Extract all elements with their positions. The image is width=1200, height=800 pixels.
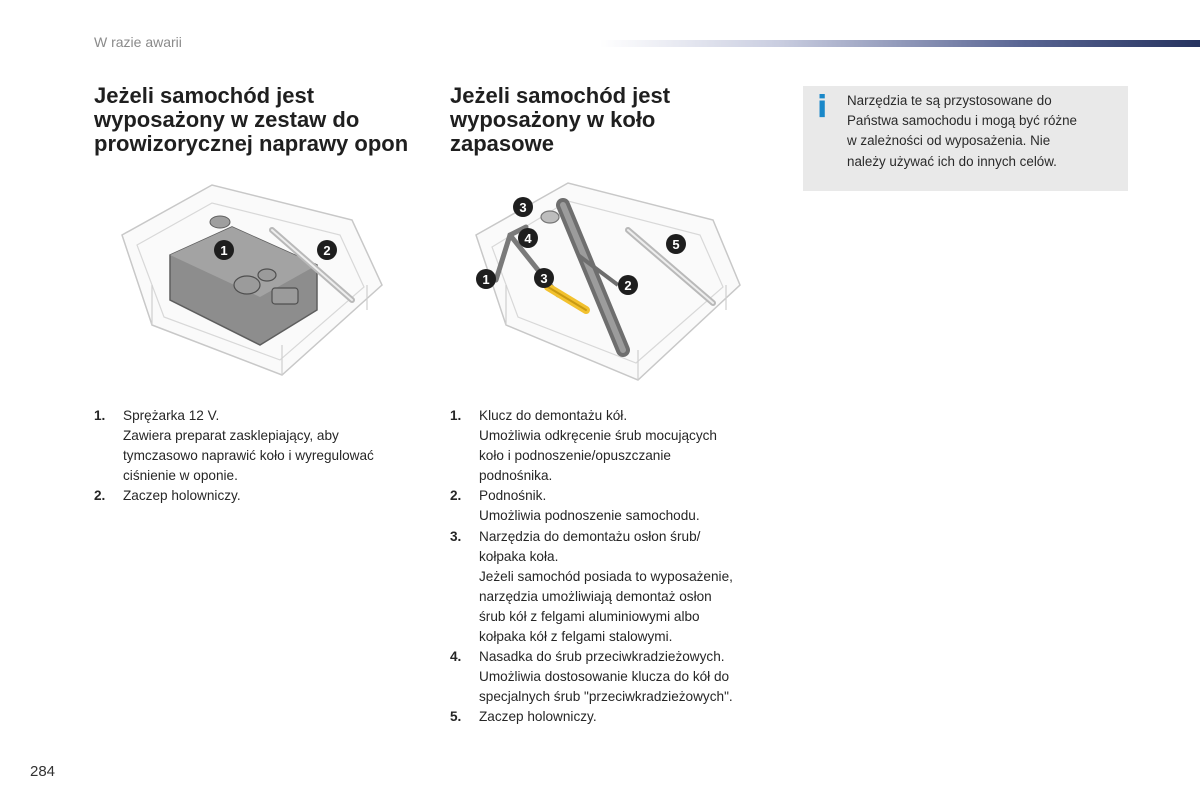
callout-label: 5 (672, 237, 680, 252)
item-text: Klucz do demontażu kół. (479, 408, 628, 423)
column2-title-line: Jeżeli samochód jest (450, 83, 671, 108)
info-icon: i (817, 90, 828, 125)
header-gradient-bar (600, 40, 1200, 47)
item-text: ciśnienie w oponie. (123, 468, 238, 484)
list-item (450, 707, 780, 727)
column2-title-line: zapasowe (450, 131, 554, 156)
item-text: narzędzia umożliwiają demontaż osłon (479, 588, 712, 604)
item-text: Umożliwia dostosowanie klucza do kół do (479, 669, 730, 685)
item-text: Narzędzia do demontażu osłon śrub/ (479, 528, 701, 544)
page-number: 284 (30, 763, 56, 780)
column2-title-line: wyposażony w koło (450, 107, 656, 132)
item-number: 1. (94, 408, 106, 423)
callout-2-marker (618, 275, 638, 295)
callout-label: 3 (540, 271, 548, 286)
spare-wheel-tools-illustration (468, 175, 748, 395)
item-text: koło i podnoszenie/opuszczanie (479, 448, 671, 464)
callout-5-marker (666, 234, 686, 254)
repair-kit-illustration (112, 175, 392, 395)
callout-label: 3 (519, 200, 527, 215)
item-text: specjalnych śrub "przeciwkradzieżowych". (479, 689, 733, 705)
item-text: Jeżeli samochód posiada to wyposażenie, (479, 568, 733, 584)
item-text: Zaczep holowniczy. (123, 488, 241, 504)
item-text: kołpaka kół z felgami stalowymi. (479, 629, 673, 645)
callout-label: 1 (482, 272, 490, 287)
spare-wheel-tools-list (450, 406, 780, 728)
info-box (803, 86, 1128, 191)
item-text: Umożliwia odkręcenie śrub mocujących (479, 428, 717, 444)
callout-label: 4 (524, 231, 532, 246)
list-item (450, 486, 780, 526)
item-number: 2. (94, 488, 106, 504)
column1-title-line: Jeżeli samochód jest (94, 83, 315, 108)
item-number: 2. (450, 488, 462, 504)
info-text-line: Narzędzia te są przystosowane do (847, 93, 1052, 108)
callout-label: 2 (624, 278, 632, 293)
item-number: 5. (450, 709, 462, 725)
column1-title-line: prowizorycznej naprawy opon (94, 131, 409, 156)
repair-kit-list (94, 406, 424, 506)
item-text: Sprężarka 12 V. (123, 408, 220, 423)
column1-title (94, 84, 424, 156)
item-number: 4. (450, 649, 462, 665)
item-text: Zaczep holowniczy. (479, 709, 597, 725)
list-item (94, 486, 424, 506)
column2-title (450, 84, 750, 156)
item-text: śrub kół z felgami aluminiowymi albo (479, 608, 700, 624)
item-number: 3. (450, 528, 462, 544)
list-item (450, 406, 780, 486)
callout-label: 1 (220, 243, 228, 258)
section-header: W razie awarii (94, 34, 182, 50)
item-text: podnośnika. (479, 468, 553, 484)
item-text: Umożliwia podnoszenie samochodu. (479, 508, 700, 524)
info-text (847, 91, 1119, 172)
callout-2-marker (317, 240, 337, 260)
callout-3-top-marker (513, 197, 533, 217)
item-text: tymczasowo naprawić koło i wyregulować (123, 448, 374, 464)
column1-title-line: wyposażony w zestaw do (94, 107, 360, 132)
item-text: Zawiera preparat zasklepiający, aby (123, 428, 339, 444)
info-text-line: Państwa samochodu i mogą być różne (847, 113, 1077, 129)
list-item (94, 406, 424, 486)
callout-3-bottom-marker (534, 268, 554, 288)
info-text-line: w zależności od wyposażenia. Nie (847, 133, 1051, 149)
info-text-line: należy używać ich do innych celów. (847, 153, 1057, 169)
list-item (450, 527, 780, 648)
item-text: kołpaka koła. (479, 548, 559, 564)
callout-1-marker (214, 240, 234, 260)
item-number: 1. (450, 408, 462, 423)
callout-label: 2 (323, 243, 331, 258)
item-text: Podnośnik. (479, 488, 547, 504)
callout-1-marker (476, 269, 496, 289)
item-text: Nasadka do śrub przeciwkradzieżowych. (479, 649, 725, 665)
list-item (450, 647, 780, 707)
callout-4-marker (518, 228, 538, 248)
